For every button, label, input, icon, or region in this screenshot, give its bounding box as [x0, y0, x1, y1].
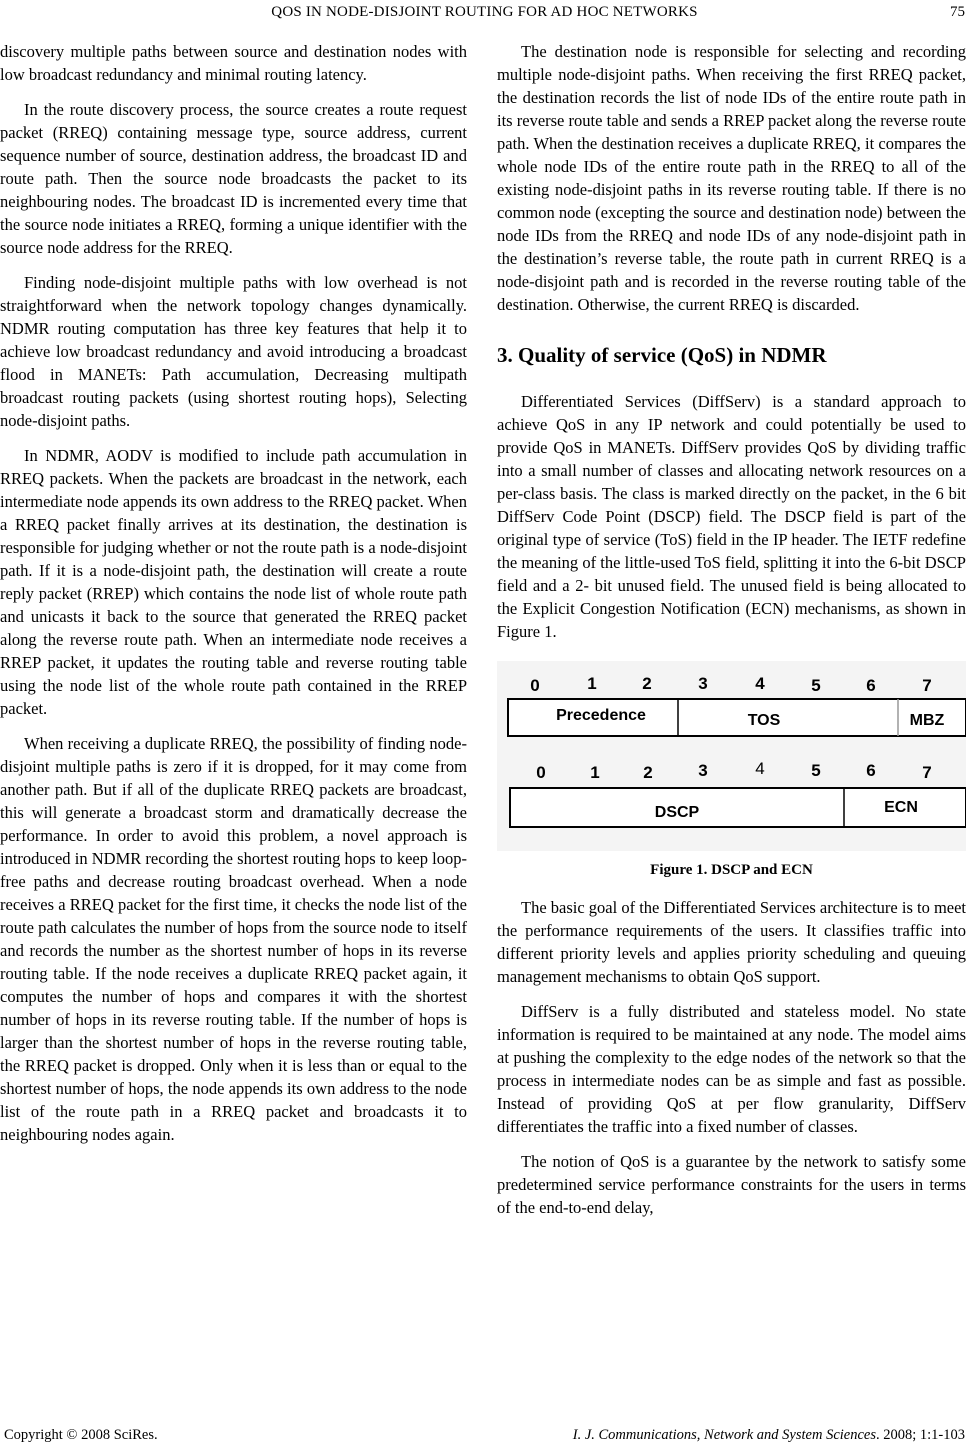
paragraph: discovery multiple paths between source and destination nodes with low broadcast redundancy and minimal routing latency.: [0, 42, 467, 84]
field-label-mbz: MBZ: [909, 712, 945, 729]
paragraph: The notion of QoS is a guarantee by the network to satisfy some predetermined service performance constraints for the users in terms of the end-to-end delay,: [497, 1152, 966, 1217]
paragraph: Finding node-disjoint multiple paths with low overhead is not straightforward when the network topology changes dynamically. NDMR routing computation has three key features that help it to achieve low broadcast redundancy and avoid introducing a broadcast flood in MANETs: Path accumulation, Decreasing multipath broadcast routing packets (using shortest routing hops), Selecting node-disjoint paths.: [0, 273, 467, 430]
page-number: 75: [950, 4, 965, 20]
journal-volume: . 2008; 1:1-103: [875, 1427, 965, 1443]
bit-label: 3: [698, 674, 708, 693]
right-column: [497, 40, 966, 1231]
section-heading: 3. Quality of service (QoS) in NDMR: [497, 343, 827, 367]
bit-label: 2: [642, 674, 652, 693]
paragraph: The destination node is responsible for selecting and recording multiple node-disjoint paths. When receiving the first RREQ packet, the destination records the list of node IDs of the entire route path in its reverse route table and sends a RREP packet along the reverse route path. When the destination receives a duplicate RREQ, it compares the whole node IDs of the entire route path in the RREQ to all of the existing node-disjoint paths in its reverse routing table. If there is no common node (excepting the source and destination node) between the node IDs from the RREQ and node IDs of any node-disjoint path in the destination’s reverse table, the route path in current RREQ is a node-disjoint path and is recorded in the reverse routing table of the destination. Otherwise, the current RREQ is discarded.: [497, 42, 966, 314]
bit-label: 4: [755, 674, 765, 693]
running-header: [0, 4, 969, 26]
top-bit-labels: [530, 674, 931, 695]
paragraph: In NDMR, AODV is modified to include path accumulation in RREQ packets. When the packets are broadcast in the network, each intermediate node appends its own address to the RREQ packet. When a RREQ packet finally arrives at its destination, the destination is responsible for judging whether or not the route path is a node-disjoint path. If it is a node-disjoint path, the destination will create a route reply packet (RREP) which contains the node list of whole route path and unicasts it back to the source that generated the RREQ packet along the reverse route path. When an intermediate node receives a RREP packet, it updates the routing table and reverse routing table using the node list of the whole route path contained in the RREP packet.: [0, 446, 467, 718]
journal-citation: [573, 1427, 965, 1444]
bit-label: 1: [590, 763, 600, 782]
bit-label: 1: [587, 674, 597, 693]
field-label-dscp: DSCP: [654, 804, 700, 821]
bit-label: 7: [922, 676, 932, 695]
journal-name: I. J. Communications, Network and System Sciences: [572, 1427, 876, 1443]
bit-label: 6: [866, 761, 876, 780]
bit-label: 4: [755, 759, 765, 778]
copyright-notice: Copyright © 2008 SciRes.: [4, 1427, 158, 1443]
field-label-ecn: ECN: [884, 799, 918, 816]
field-label-precedence: Precedence: [556, 707, 646, 724]
bit-label: 5: [811, 761, 821, 780]
bit-label: 3: [698, 761, 708, 780]
paragraph: When receiving a duplicate RREQ, the possibility of finding node-disjoint multiple paths is zero if it is dropped, for it may come from another path. But if all of the duplicate RREQ packets are broadcast, this will generate a broadcast storm and dramatically decrease the performance. In order to avoid this problem, a novel approach is introduced in NDMR recording the shortest routing hops to keep loop-free paths and decrease routing broadcast overhead. When a node receives a RREQ packet for the first time, it checks the node list of the route path calculates the number of hops from the source node to itself and records the number as the shortest number of hops in its reverse routing table. If the node receives a duplicate RREQ packet again, it computes the number of hops and compares it with the shortest number of hops in its reverse routing table. If the number of hops is larger than the shortest number of hops in the reverse routing table, the RREQ packet is dropped. Only when it is less than or equal to the shortest number of hops, the node appends its own address to the node list of the route path in a RREQ packet and broadcasts it to neighbouring nodes again.: [0, 734, 467, 1144]
field-label-tos: TOS: [747, 712, 781, 729]
running-title: QOS IN NODE-DISJOINT ROUTING FOR AD HOC NETWORKS: [271, 4, 698, 20]
paragraph: The basic goal of the Differentiated Services architecture is to meet the performance requirements of the users. It classifies traffic into different priority levels and applies priority scheduling and queuing management mechanisms to obtain QoS support.: [497, 898, 967, 986]
figure-caption: Figure 1. DSCP and ECN: [650, 862, 813, 878]
figure-dscp-ecn: [497, 661, 966, 851]
bit-label: 2: [643, 763, 653, 782]
bit-label: 0: [530, 676, 540, 695]
paragraph: DiffServ is a fully distributed and stateless model. No state information is required to be maintained at any node. The model aims at pushing the complexity to the edge nodes of the network so that the process in intermediate nodes can be as simple and fast as possible. Instead of providing QoS at per flow granularity, DiffServ differentiates the traffic into a fixed number of classes.: [497, 1002, 966, 1136]
left-column: [0, 40, 467, 1158]
paragraph: Differentiated Services (DiffServ) is a standard approach to achieve QoS in any IP network and could potentially be used to provide QoS in MANETs. DiffServ provides QoS by dividing traffic into a small number of classes and allocating network resources on a per-class basis. The class is marked directly on the packet, in the 6 bit DiffServ Code Point (DSCP) field. The DSCP field is part of the original type of service (ToS) field in the IP header. The IETF redefine the meaning of the little-used ToS field, splitting it into the 6-bit DSCP field and a 2- bit unused field. The unused field is being allocated to the Explicit Congestion Notification (ECN) mechanisms, as shown in Figure 1.: [497, 392, 966, 641]
bit-label: 0: [536, 763, 546, 782]
bottom-bit-labels: [536, 759, 931, 782]
bit-label: 7: [922, 763, 932, 782]
bit-label: 6: [866, 676, 876, 695]
bit-label: 5: [811, 676, 821, 695]
paragraph: In the route discovery process, the source creates a route request packet (RREQ) containing message type, source address, current sequence number of source, destination address, the broadcast ID and route path. Then the source node broadcasts the packet to its neighbouring nodes. The broadcast ID is incremented every time that the source node initiates a RREQ, forming a unique identifier with the source node address for the RREQ.: [0, 100, 467, 257]
